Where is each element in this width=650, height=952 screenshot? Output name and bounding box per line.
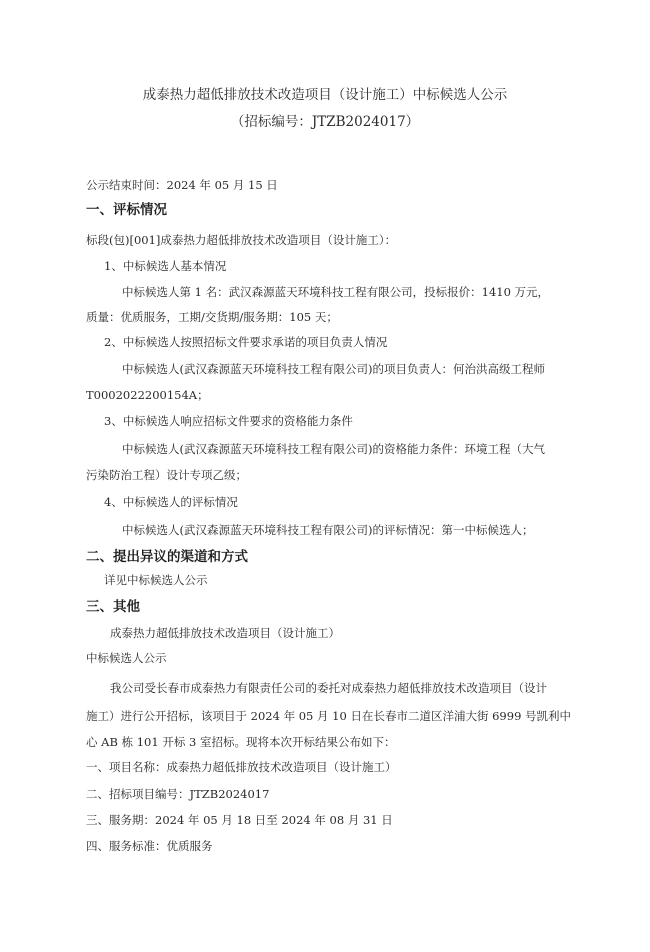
notice-paragraph-line3: 心 AB 栋 101 开标 3 室招标。现将本次开标结果公布如下： (86, 735, 396, 749)
result-project-name: 一、项目名称：成泰热力超低排放技术改造项目（设计施工） (86, 760, 397, 774)
other-project-name: 成泰热力超低排放技术改造项目（设计施工） (110, 626, 340, 640)
result-project-number: 二、招标项目编号：JTZB2024017 (86, 787, 270, 801)
item2-body-line2: T0002022200154A； (86, 388, 209, 402)
item4-title: 4、中标候选人的评标情况 (104, 495, 238, 509)
lot-line: 标段(包)[001]成泰热力超低排放技术改造项目（设计施工）： (86, 233, 397, 247)
item1-body-line1: 中标候选人第 1 名：武汉森源蓝天环境科技工程有限公司，投标报价：1410 万元， (122, 285, 550, 299)
result-service-period: 三、服务期：2024 年 05 月 18 日至 2024 年 08 月 31 日 (86, 813, 393, 827)
publicity-end-time: 公示结束时间：2024 年 05 月 15 日 (86, 178, 278, 192)
page-title: 成泰热力超低排放技术改造项目（设计施工）中标候选人公示 (142, 87, 508, 103)
item2-body-line1: 中标候选人(武汉森源蓝天环境科技工程有限公司)的项目负责人：何治洪高级工程师 (122, 362, 545, 376)
item2-title: 2、中标候选人按照招标文件要求承诺的项目负责人情况 (104, 335, 388, 349)
item3-title: 3、中标候选人响应招标文件要求的资格能力条件 (104, 414, 353, 428)
result-service-standard: 四、服务标准：优质服务 (86, 839, 213, 853)
section-heading-objection: 二、提出异议的渠道和方式 (86, 549, 248, 565)
item1-body-line2: 质量：优质服务，工期/交货期/服务期：105 天； (86, 310, 338, 324)
notice-paragraph-line2: 施工）进行公开招标，该项目于 2024 年 05 月 10 日在长春市二道区洋浦大街 6999 号凯利中 (86, 709, 572, 723)
section-heading-evaluation: 一、评标情况 (86, 202, 167, 218)
item3-body-line2: 污染防治工程）设计专项乙级； (86, 468, 247, 482)
tender-number: （招标编号：JTZB2024017） (230, 114, 420, 130)
section-heading-other: 三、其他 (86, 599, 140, 615)
item1-title: 1、中标候选人基本情况 (104, 259, 227, 273)
item4-body-line1: 中标候选人(武汉森源蓝天环境科技工程有限公司)的评标情况：第一中标候选人； (122, 523, 534, 537)
notice-paragraph-line1: 我公司受长春市成泰热力有限责任公司的委托对成泰热力超低排放技术改造项目（设计 (110, 681, 547, 695)
other-notice-title: 中标候选人公示 (86, 651, 167, 665)
item3-body-line1: 中标候选人(武汉森源蓝天环境科技工程有限公司)的资格能力条件：环境工程（大气 (122, 442, 545, 456)
objection-body: 详见中标候选人公示 (104, 573, 208, 587)
